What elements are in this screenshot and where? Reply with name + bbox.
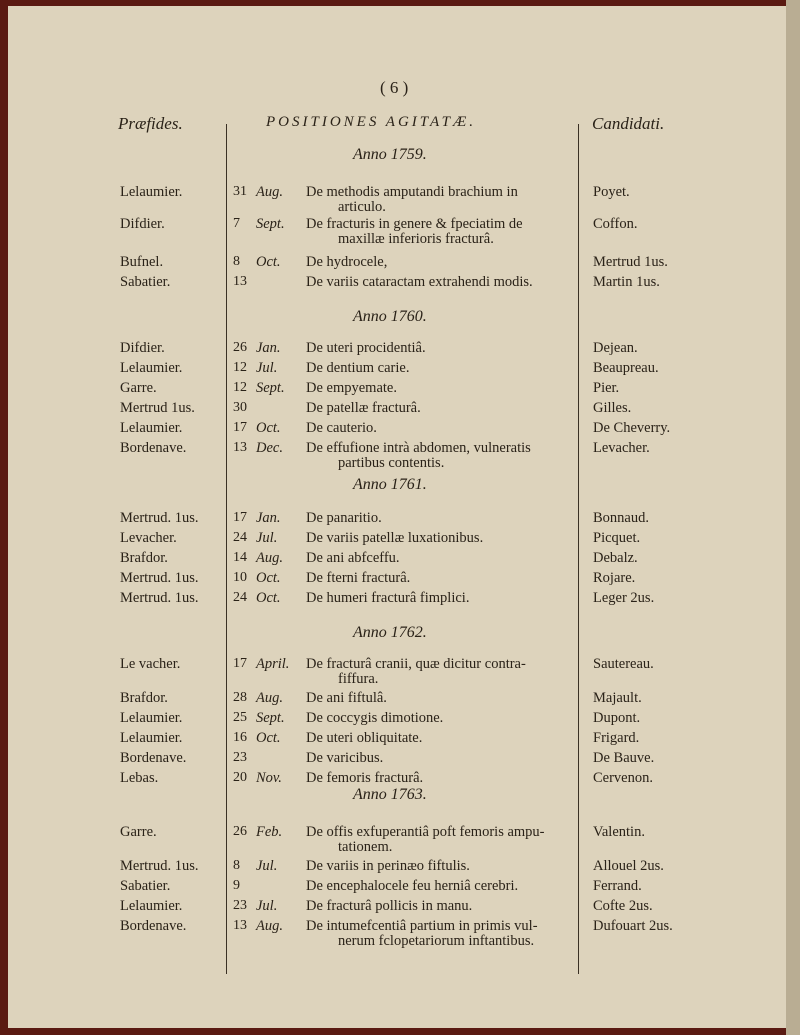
month-label: Sept. <box>256 216 285 232</box>
preses-name: Mertrud 1us. <box>120 400 195 416</box>
candidate-name: Pier. <box>593 380 620 396</box>
day-number: 13 <box>233 274 247 289</box>
book-page <box>8 6 786 1028</box>
candidate-name: Cervenon. <box>593 770 653 786</box>
month-label: Oct. <box>256 420 281 436</box>
year-heading: Anno 1762. <box>353 624 427 641</box>
month-label: Feb. <box>256 824 283 840</box>
preses-name: Bordenave. <box>120 750 187 766</box>
month-label: Jul. <box>256 360 278 376</box>
preses-name: Mertrud. 1us. <box>120 570 199 586</box>
presides-header: Præfides. <box>118 114 183 133</box>
preses-name: Lelaumier. <box>120 898 183 914</box>
day-number: 30 <box>233 400 247 415</box>
month-label: Aug. <box>256 184 283 200</box>
day-number: 20 <box>233 770 247 785</box>
day-number: 12 <box>233 380 247 395</box>
preses-name: Lelaumier. <box>120 184 183 200</box>
thesis-topic: De hydrocele, <box>306 254 388 270</box>
day-number: 28 <box>233 690 247 705</box>
candidate-name: Coffon. <box>593 216 638 232</box>
year-heading: Anno 1760. <box>353 308 427 325</box>
thesis-topic: fiffura. <box>338 671 379 687</box>
thesis-topic: De variis patellæ luxationibus. <box>306 530 484 546</box>
preses-name: Bordenave. <box>120 440 187 456</box>
month-label: Aug. <box>256 550 283 566</box>
month-label: Oct. <box>256 254 281 270</box>
candidate-name: Bonnaud. <box>593 510 649 526</box>
candidate-name: Allouel 2us. <box>593 858 664 874</box>
thesis-topic: De cauterio. <box>306 420 377 436</box>
thesis-topic: De fterni fracturâ. <box>306 570 411 586</box>
thesis-topic: articulo. <box>338 199 386 215</box>
preses-name: Sabatier. <box>120 274 171 290</box>
thesis-topic: De coccygis dimotione. <box>306 710 444 726</box>
preses-name: Garre. <box>120 824 157 840</box>
month-label: Aug. <box>256 690 283 706</box>
day-number: 31 <box>233 184 247 199</box>
thesis-topic: De variis in perinæo fiftulis. <box>306 858 470 874</box>
page-number: ( 6 ) <box>380 78 409 97</box>
thesis-topic: tationem. <box>338 839 393 855</box>
month-label: Jul. <box>256 858 278 874</box>
thesis-topic: De fracturâ pollicis in manu. <box>306 898 473 914</box>
day-number: 17 <box>233 510 247 525</box>
preses-name: Le vacher. <box>120 656 181 672</box>
candidate-name: Picquet. <box>593 530 641 546</box>
candidati-header: Candidati. <box>592 114 665 133</box>
candidate-name: Cofte 2us. <box>593 898 653 914</box>
thesis-topic: De offis exfuperantiâ poft femoris ampu- <box>306 824 545 840</box>
candidate-name: Debalz. <box>593 550 638 566</box>
day-number: 23 <box>233 898 247 913</box>
thesis-topic: De dentium carie. <box>306 360 410 376</box>
preses-name: Mertrud. 1us. <box>120 510 199 526</box>
thesis-topic: De ani abfceffu. <box>306 550 400 566</box>
month-label: April. <box>256 656 290 672</box>
column-rule-left <box>226 124 227 974</box>
day-number: 26 <box>233 824 247 839</box>
day-number: 25 <box>233 710 247 725</box>
year-heading: Anno 1763. <box>353 786 427 803</box>
candidate-name: Beaupreau. <box>593 360 659 376</box>
preses-name: Difdier. <box>120 340 165 356</box>
candidate-name: Gilles. <box>593 400 632 416</box>
day-number: 23 <box>233 750 247 765</box>
day-number: 17 <box>233 420 247 435</box>
day-number: 7 <box>233 216 240 231</box>
day-number: 16 <box>233 730 247 745</box>
day-number: 26 <box>233 340 247 355</box>
thesis-topic: De femoris fracturâ. <box>306 770 424 786</box>
day-number: 10 <box>233 570 247 585</box>
thesis-topic: De patellæ fracturâ. <box>306 400 421 416</box>
candidate-name: De Bauve. <box>593 750 655 766</box>
month-label: Nov. <box>256 770 282 786</box>
thesis-topic: De humeri fracturâ fimplici. <box>306 590 470 606</box>
thesis-topic: De fracturâ cranii, quæ dicitur contra- <box>306 656 526 672</box>
preses-name: Bufnel. <box>120 254 164 270</box>
candidate-name: Mertrud 1us. <box>593 254 668 270</box>
candidate-name: Dupont. <box>593 710 641 726</box>
thesis-topic: maxillæ inferioris fracturâ. <box>338 231 494 247</box>
preses-name: Mertrud. 1us. <box>120 590 199 606</box>
day-number: 9 <box>233 878 240 893</box>
candidate-name: Frigard. <box>593 730 640 746</box>
candidate-name: Majault. <box>593 690 642 706</box>
year-heading: Anno 1759. <box>353 146 427 163</box>
preses-name: Lelaumier. <box>120 360 183 376</box>
month-label: Sept. <box>256 710 285 726</box>
thesis-topic: De effufione intrà abdomen, vulneratis <box>306 440 531 456</box>
preses-name: Lebas. <box>120 770 159 786</box>
candidate-name: Rojare. <box>593 570 636 586</box>
thesis-topic: De intumefcentiâ partium in primis vul- <box>306 918 538 934</box>
day-number: 8 <box>233 254 240 269</box>
day-number: 13 <box>233 918 247 933</box>
preses-name: Sabatier. <box>120 878 171 894</box>
page-edge <box>786 0 800 1035</box>
thesis-topic: partibus contentis. <box>338 455 445 471</box>
year-heading: Anno 1761. <box>353 476 427 493</box>
thesis-topic: nerum fclopetariorum inftantibus. <box>338 933 535 949</box>
thesis-topic: De ani fiftulâ. <box>306 690 387 706</box>
month-label: Dec. <box>256 440 283 456</box>
day-number: 17 <box>233 656 247 671</box>
month-label: Oct. <box>256 590 281 606</box>
candidate-name: Sautereau. <box>593 656 654 672</box>
candidate-name: Dufouart 2us. <box>593 918 673 934</box>
day-number: 12 <box>233 360 247 375</box>
month-label: Jul. <box>256 530 278 546</box>
thesis-topic: De empyemate. <box>306 380 397 396</box>
preses-name: Brafdor. <box>120 550 168 566</box>
thesis-topic: De methodis amputandi brachium in <box>306 184 518 200</box>
preses-name: Lelaumier. <box>120 730 183 746</box>
thesis-topic: De uteri procidentiâ. <box>306 340 426 356</box>
preses-name: Levacher. <box>120 530 177 546</box>
day-number: 24 <box>233 530 247 545</box>
day-number: 13 <box>233 440 247 455</box>
day-number: 24 <box>233 590 247 605</box>
month-label: Aug. <box>256 918 283 934</box>
candidate-name: Poyet. <box>593 184 630 200</box>
column-rule-right <box>578 124 579 974</box>
candidate-name: Levacher. <box>593 440 650 456</box>
candidate-name: Valentin. <box>593 824 645 840</box>
preses-name: Lelaumier. <box>120 710 183 726</box>
candidate-name: De Cheverry. <box>593 420 671 436</box>
candidate-name: Martin 1us. <box>593 274 660 290</box>
thesis-topic: De encephalocele feu herniâ cerebri. <box>306 878 519 894</box>
month-label: Oct. <box>256 570 281 586</box>
candidate-name: Ferrand. <box>593 878 642 894</box>
thesis-topic: De uteri obliquitate. <box>306 730 423 746</box>
positiones-header: POSITIONES AGITATÆ. <box>266 114 477 130</box>
month-label: Jan. <box>256 340 281 356</box>
month-label: Jul. <box>256 898 278 914</box>
thesis-topic: De fracturis in genere & fpeciatim de <box>306 216 523 232</box>
day-number: 14 <box>233 550 247 565</box>
month-label: Jan. <box>256 510 281 526</box>
month-label: Sept. <box>256 380 285 396</box>
thesis-topic: De variis cataractam extrahendi modis. <box>306 274 533 290</box>
thesis-topic: De panaritio. <box>306 510 382 526</box>
thesis-topic: De varicibus. <box>306 750 384 766</box>
preses-name: Difdier. <box>120 216 165 232</box>
preses-name: Brafdor. <box>120 690 168 706</box>
month-label: Oct. <box>256 730 281 746</box>
preses-name: Lelaumier. <box>120 420 183 436</box>
candidate-name: Dejean. <box>593 340 638 356</box>
candidate-name: Leger 2us. <box>593 590 655 606</box>
day-number: 8 <box>233 858 240 873</box>
preses-name: Mertrud. 1us. <box>120 858 199 874</box>
preses-name: Garre. <box>120 380 157 396</box>
preses-name: Bordenave. <box>120 918 187 934</box>
